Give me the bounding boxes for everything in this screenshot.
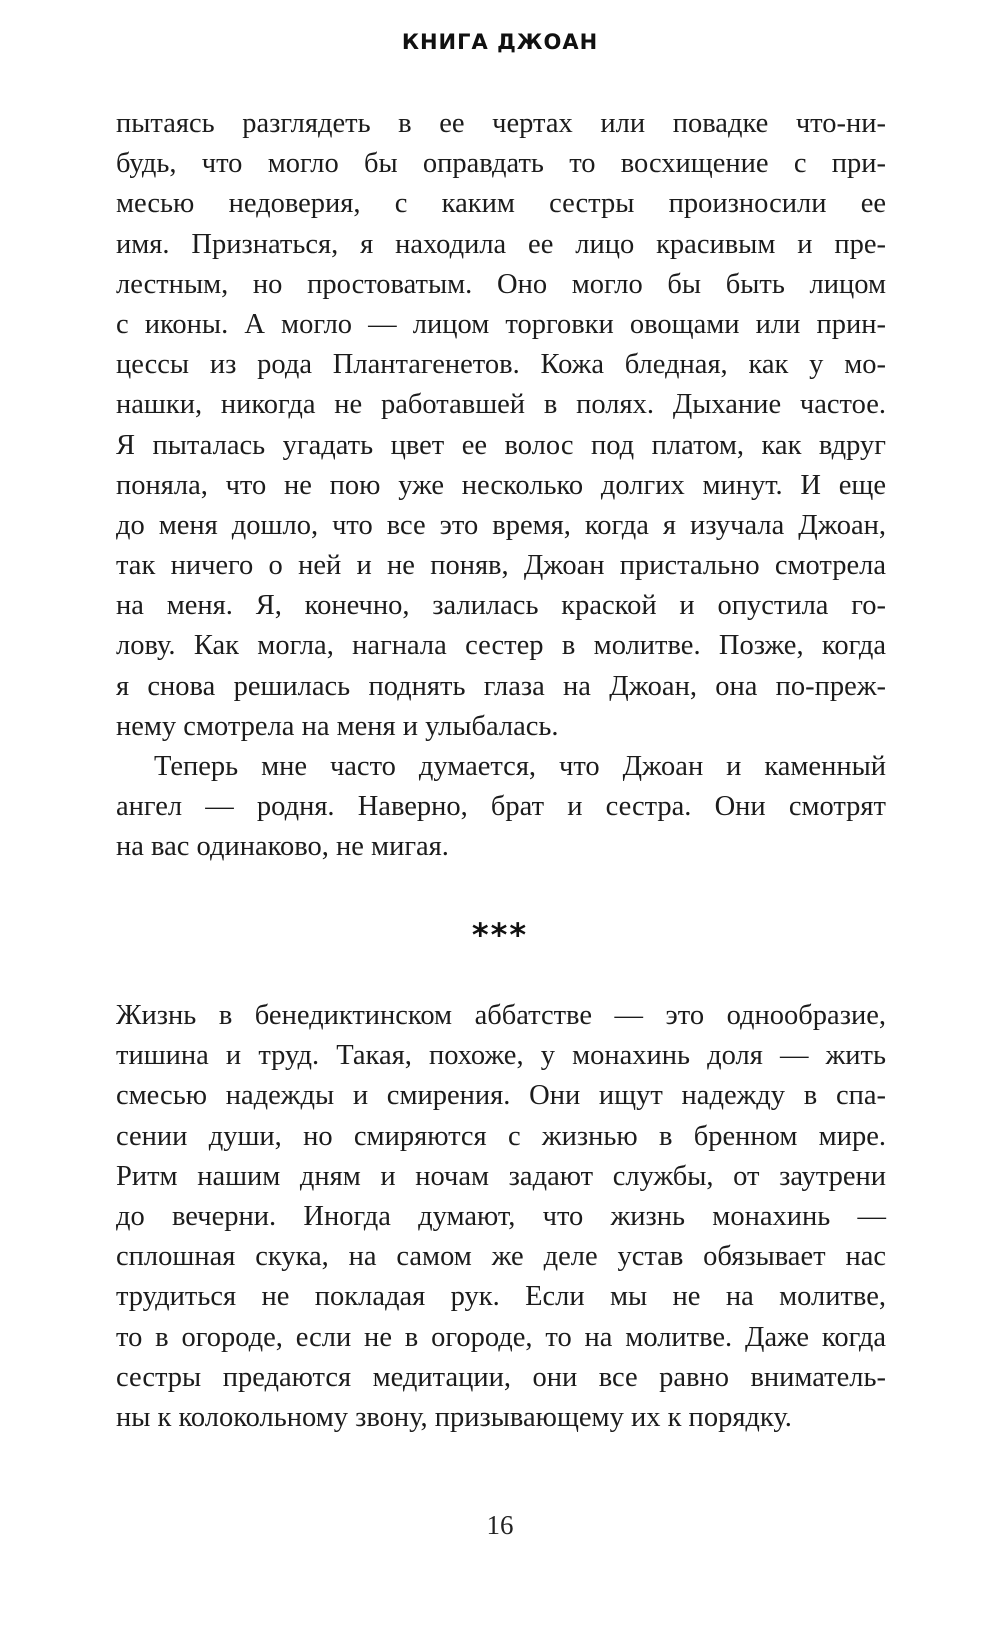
text-line: Ритм нашим дням и ночам задают службы, от заутрени: [116, 1160, 886, 1192]
text-line: нашки, никогда не работавшей в полях. Дыхание частое.: [116, 389, 886, 421]
text-line: я снова решилась поднять глаза на Джоан, она по-преж-: [116, 670, 886, 702]
text-line: пытаясь разглядеть в ее чертах или повадке что-ни-: [116, 108, 886, 139]
text-line: смесью надежды и смирения. Они ищут надежду в спа-: [116, 1080, 886, 1112]
page-number: 16: [486, 1510, 514, 1540]
text-line: тишина и труд. Такая, похоже, у монахинь доля — жить: [116, 1040, 886, 1072]
text-line: на меня. Я, конечно, залилась краской и опустила го-: [116, 590, 886, 622]
text-line: Жизнь в бенедиктинском аббатстве — это однообразие,: [116, 1000, 886, 1031]
text-line: трудиться не покладая рук. Если мы не на молитве,: [116, 1281, 886, 1313]
text-line: так ничего о ней и не поняв, Джоан пристально смотрела: [116, 550, 886, 582]
text-block-2: [116, 996, 886, 1438]
text-line: будь, что могло бы оправдать то восхищение с при-: [116, 148, 886, 180]
text-block-1: [116, 104, 886, 868]
text-line: сплошная скука, на самом же деле устав обязывает нас: [116, 1241, 886, 1273]
text-line: цессы из рода Плантагенетов. Кожа бледная, как у мо-: [116, 349, 886, 381]
section-separator: ***: [471, 916, 529, 954]
text-line: сении души, но смиряются с жизнью в бренном мире.: [116, 1120, 886, 1152]
text-line: поняла, что не пою уже несколько долгих минут. И еще: [116, 469, 886, 501]
text-line: Теперь мне часто думается, что Джоан и каменный: [154, 751, 886, 782]
text-line: имя. Признаться, я находила ее лицо красивым и пре-: [116, 228, 886, 260]
running-head: КНИГА ДЖОАН: [401, 30, 599, 54]
text-line: с иконы. А могло — лицом торговки овощами или прин-: [116, 308, 886, 340]
text-line: Я пыталась угадать цвет ее волос под платом, как вдруг: [116, 429, 886, 461]
text-line: лову. Как могла, нагнала сестер в молитве. Позже, когда: [116, 630, 886, 662]
text-line: то в огороде, если не в огороде, то на молитве. Даже когда: [116, 1321, 886, 1353]
text-line: сестры предаются медитации, они все равно вниматель-: [116, 1361, 886, 1393]
text-line: ны к колокольному звону, призывающему их к порядку.: [116, 1401, 792, 1433]
text-line: на вас одинаково, не мигая.: [116, 831, 449, 863]
text-line: лестным, но простоватым. Оно могло бы быть лицом: [116, 268, 886, 300]
text-line: нему смотрела на меня и улыбалась.: [116, 710, 559, 742]
text-line: до вечерни. Иногда думают, что жизнь монахинь —: [116, 1200, 886, 1232]
text-line: до меня дошло, что все это время, когда я изучала Джоан,: [116, 509, 886, 541]
text-line: месью недоверия, с каким сестры произносили ее: [116, 188, 886, 220]
text-line: ангел — родня. Наверно, брат и сестра. Они смотрят: [116, 791, 886, 823]
